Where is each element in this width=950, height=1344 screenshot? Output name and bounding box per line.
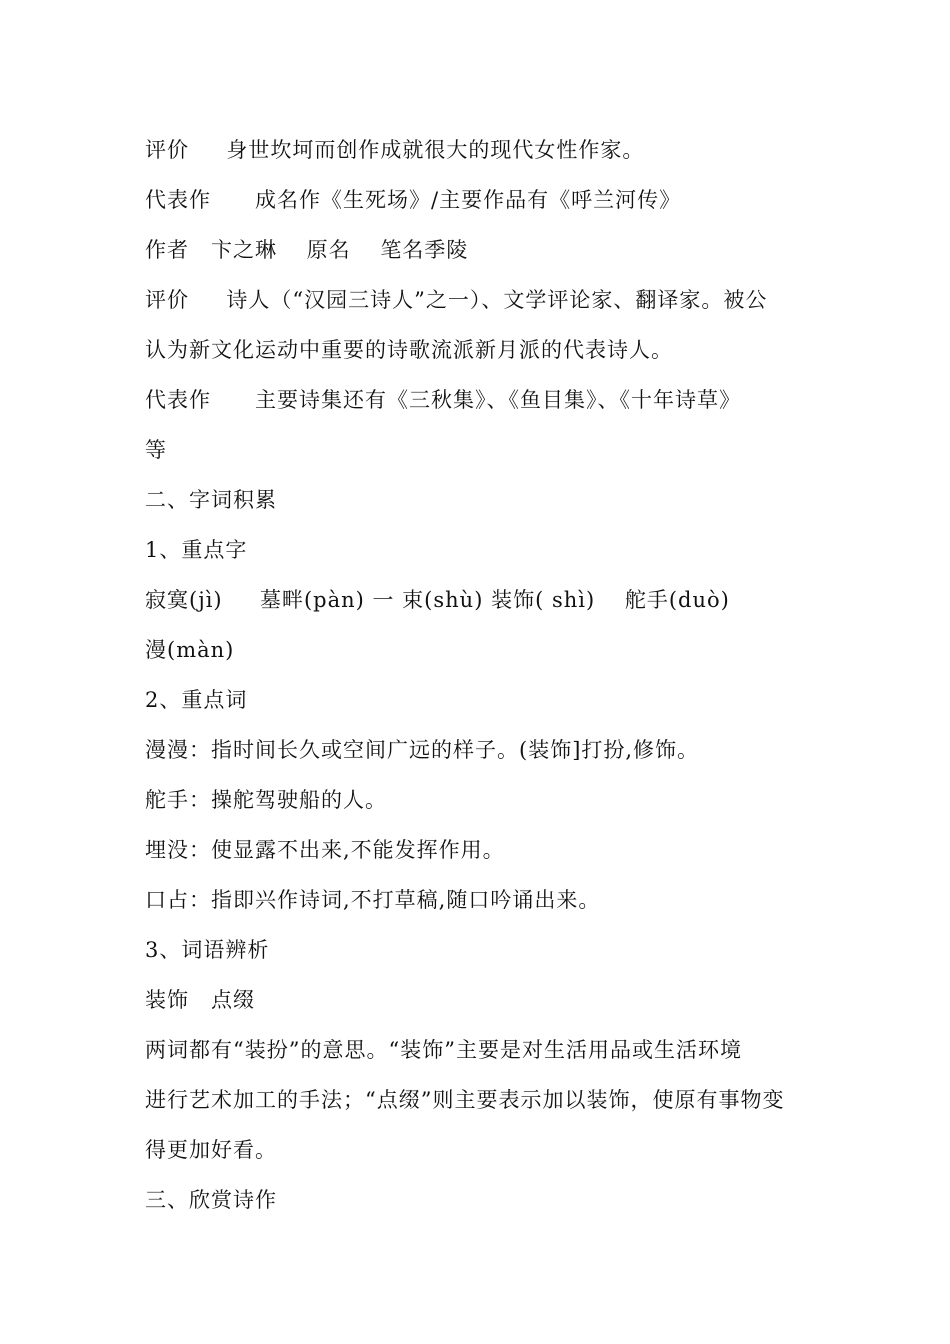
- text-line-definition-manman: 漫漫：指时间长久或空间广远的样子。(装饰]打扮,修饰。: [145, 738, 700, 762]
- section-heading-appreciation: 三、欣赏诗作: [145, 1188, 277, 1212]
- text-line-poet-works: 代表作 主要诗集还有《三秋集》、《鱼目集》、《十年诗草》: [145, 388, 741, 412]
- section-heading-vocabulary: 二、字词积累: [145, 488, 277, 512]
- text-line-author-evaluation: 评价 身世坎坷而创作成就很大的现代女性作家。: [145, 138, 645, 162]
- text-line-analysis-cont: 进行艺术加工的手法；“点缀”则主要表示加以装饰，使原有事物变: [145, 1088, 785, 1112]
- text-line-analysis-end: 得更加好看。: [145, 1138, 277, 1162]
- text-line-representative-works: 代表作 成名作《生死场》/主要作品有《呼兰河传》: [145, 188, 682, 212]
- text-line-poet-evaluation-cont: 认为新文化运动中重要的诗歌流派新月派的代表诗人。: [145, 338, 673, 362]
- subheading-word-analysis: 3、词语辨析: [145, 938, 270, 962]
- text-line-pinyin: 寂寞(jì) 墓畔(pàn) 一 束(shù) 装饰( shì) 舵手(duò): [145, 588, 730, 612]
- text-line-author-name: 作者 卞之琳 原名 笔名季陵: [145, 238, 469, 262]
- text-line-definition-maimo: 埋没：使显露不出来,不能发挥作用。: [145, 838, 505, 862]
- text-line-poet-evaluation: 评价 诗人（“汉园三诗人”之一）、文学评论家、翻译家。被公: [145, 288, 768, 312]
- text-line-pinyin-cont: 漫(màn): [145, 638, 235, 662]
- subheading-key-words: 2、重点词: [145, 688, 248, 712]
- text-line-definition-kouzhan: 口占：指即兴作诗词,不打草稿,随口吟诵出来。: [145, 888, 601, 912]
- text-line-definition-duoshou: 舵手：操舵驾驶船的人。: [145, 788, 387, 812]
- subheading-key-characters: 1、重点字: [145, 538, 248, 562]
- text-line-poet-works-cont: 等: [145, 438, 167, 462]
- text-line-analysis: 两词都有“装扮”的意思。“装饰”主要是对生活用品或生活环境: [145, 1038, 742, 1062]
- text-line-word-pair: 装饰 点缀: [145, 988, 255, 1012]
